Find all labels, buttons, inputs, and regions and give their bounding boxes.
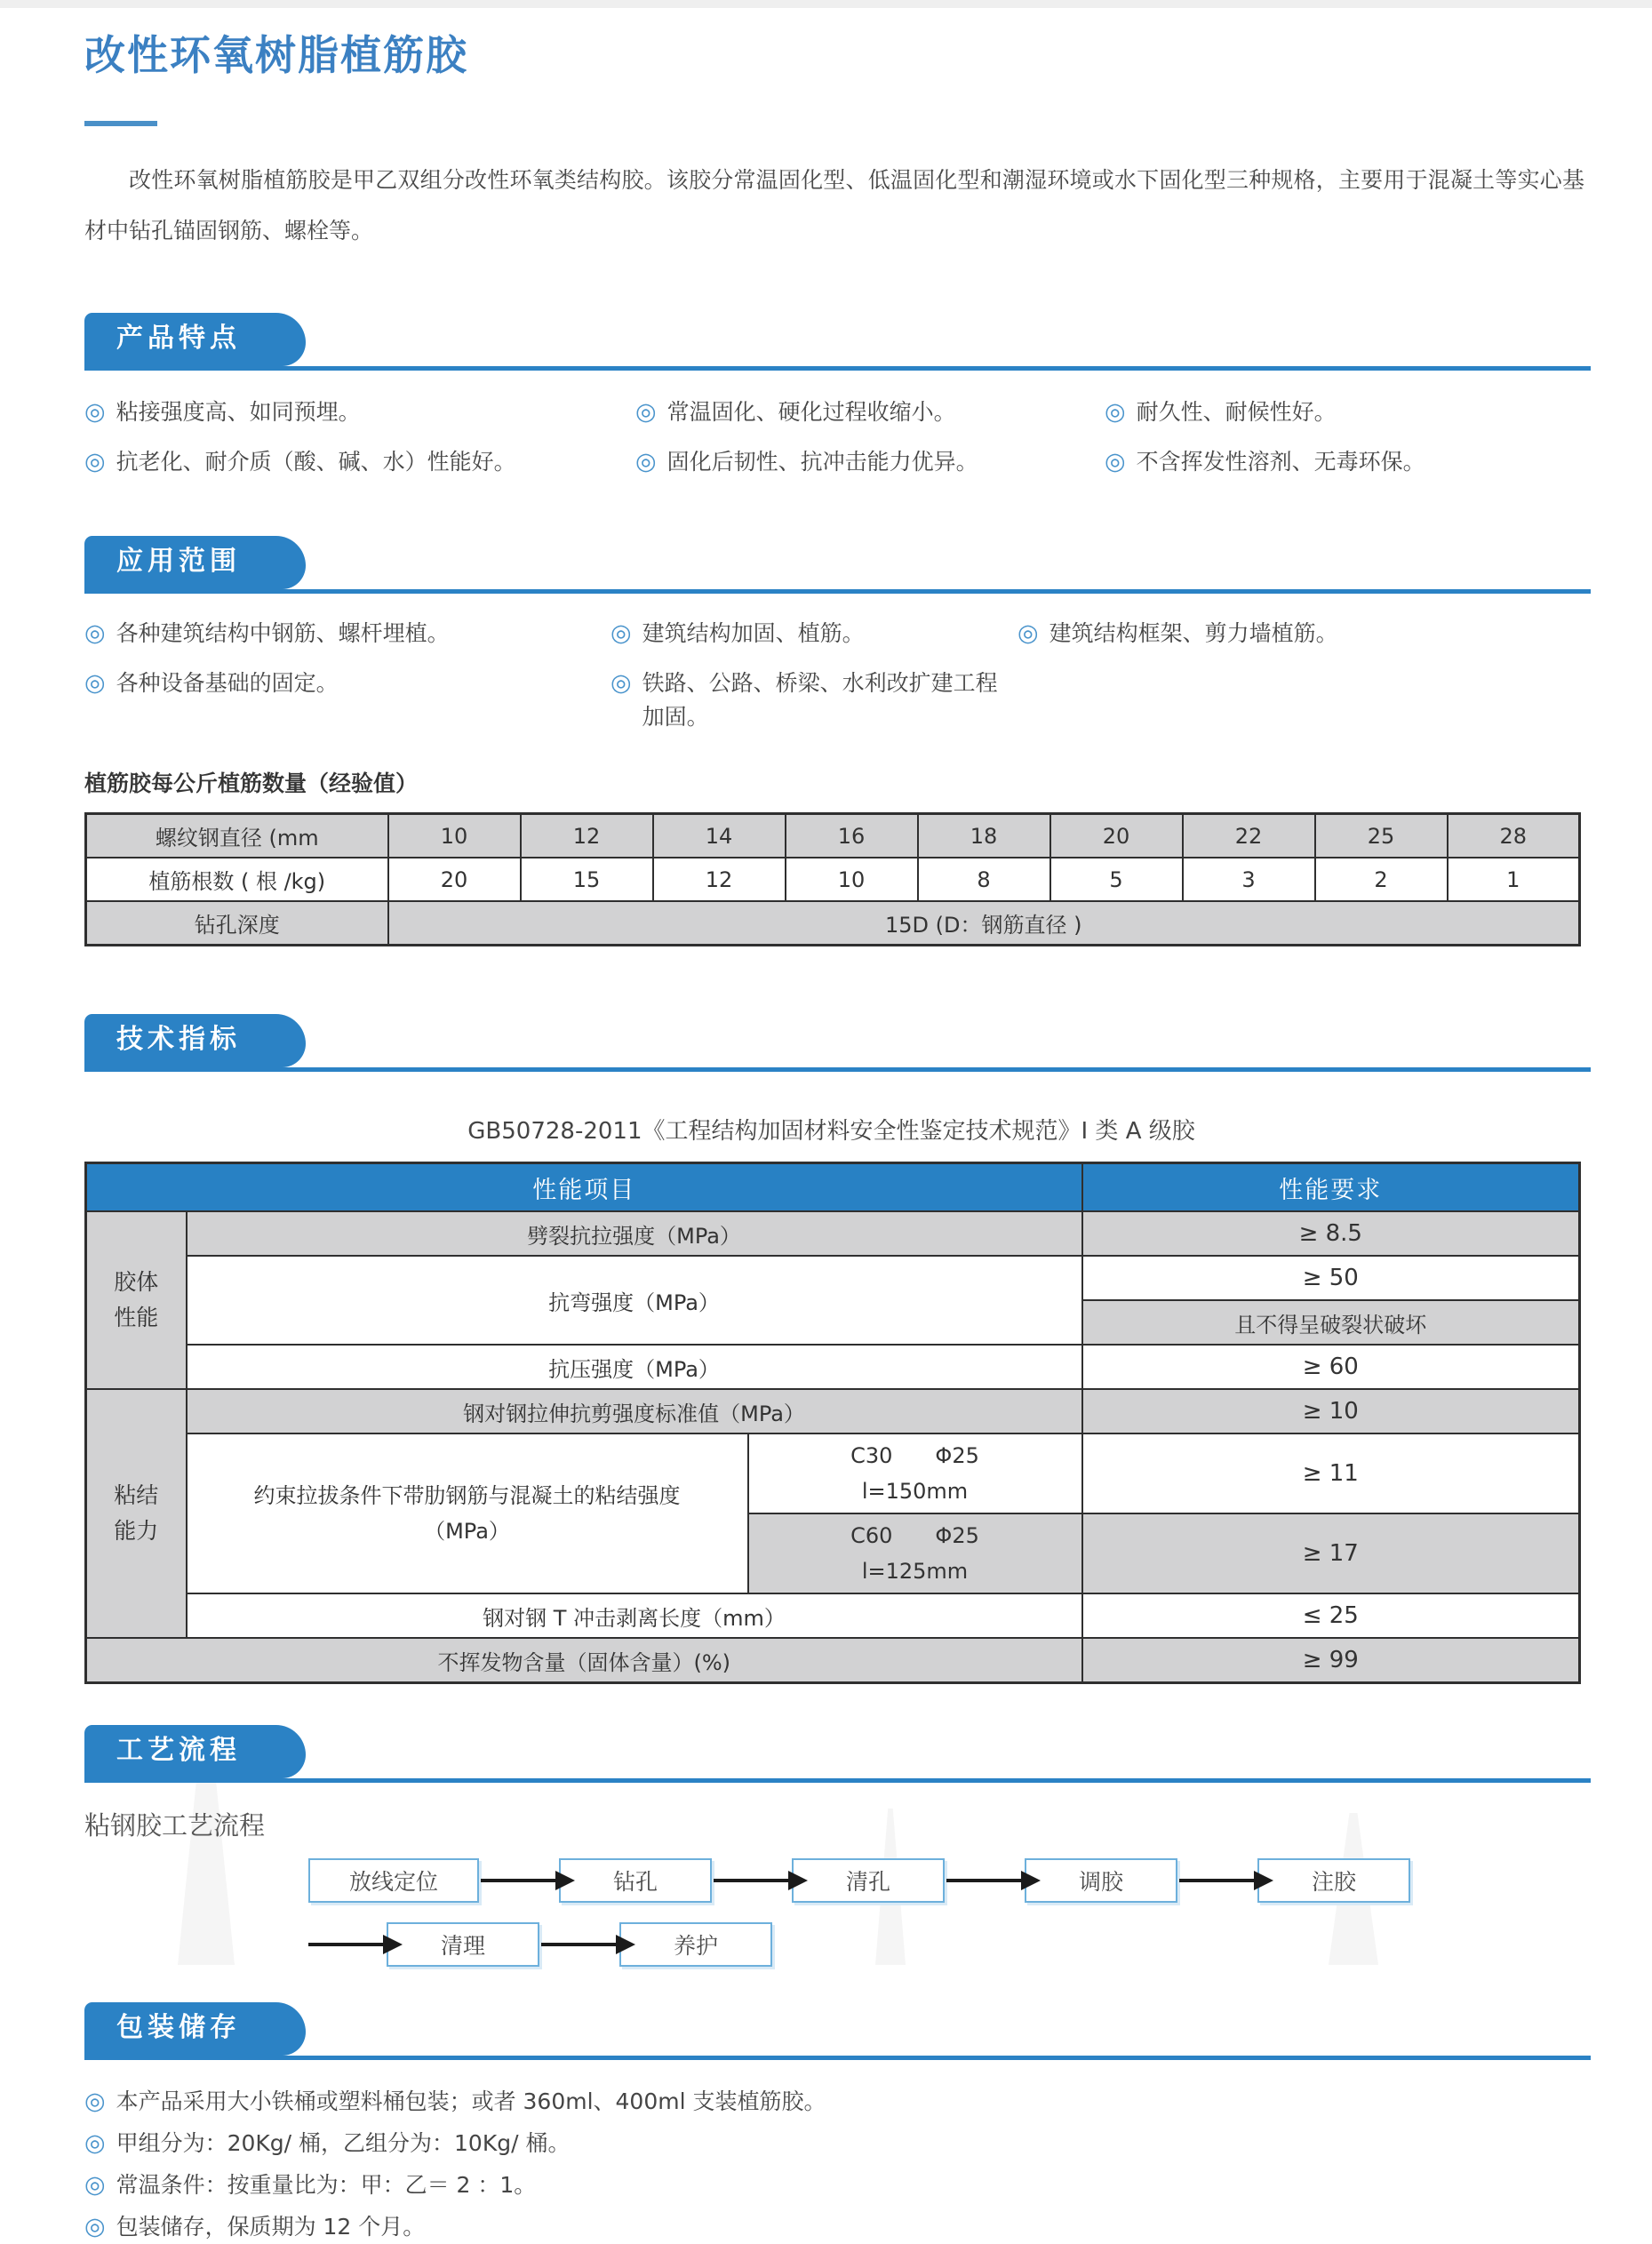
spec-value: ≥ 99 bbox=[1082, 1638, 1580, 1683]
spec-label-line: （MPa） bbox=[424, 1519, 510, 1544]
spec-label: 抗压强度（MPa） bbox=[187, 1345, 1082, 1389]
spec-note: 且不得呈破裂状破坏 bbox=[1082, 1300, 1580, 1345]
application-text: 建筑结构加固、植筋。 bbox=[642, 620, 865, 646]
bullet-icon: ◎ bbox=[84, 669, 106, 697]
spec-value: ≥ 8.5 bbox=[1082, 1211, 1580, 1256]
bullet-icon: ◎ bbox=[635, 448, 657, 475]
group-label: 粘结能力 bbox=[86, 1389, 187, 1638]
section-rule bbox=[84, 1067, 1591, 1072]
arrow-right-icon bbox=[946, 1879, 1023, 1882]
dosage-table-caption: 植筋胶每公斤植筋数量（经验值） bbox=[84, 771, 419, 796]
section-badge bbox=[84, 313, 306, 366]
section-title: 包装储存 bbox=[116, 2012, 241, 2043]
table-row bbox=[86, 901, 1580, 946]
spec-condition bbox=[748, 1513, 1082, 1593]
bullet-icon: ◎ bbox=[84, 448, 106, 475]
list-item bbox=[84, 2168, 1591, 2202]
feature-text: 固化后韧性、抗冲击能力优异。 bbox=[666, 449, 978, 475]
list-item bbox=[84, 2085, 1591, 2119]
section-badge bbox=[84, 1014, 306, 1067]
bullet-icon: ◎ bbox=[84, 2171, 106, 2199]
cell: 18 bbox=[918, 814, 1050, 858]
table-header-row bbox=[86, 1163, 1580, 1212]
list-item bbox=[611, 667, 1018, 734]
condition-line: C60 Φ25 bbox=[850, 1523, 979, 1548]
spec-condition bbox=[748, 1433, 1082, 1513]
flow-subtitle: 粘钢胶工艺流程 bbox=[84, 1810, 266, 1841]
column-header: 性能项目 bbox=[86, 1163, 1082, 1212]
table-row bbox=[86, 1593, 1580, 1638]
spec-label: 劈裂抗拉强度（MPa） bbox=[187, 1211, 1082, 1256]
section-header-applications bbox=[84, 536, 1591, 594]
spec-label: 钢对钢 T 冲击剥离长度（mm） bbox=[187, 1593, 1082, 1638]
section-title: 工艺流程 bbox=[116, 1735, 241, 1766]
table-row bbox=[86, 1638, 1580, 1683]
cell: 3 bbox=[1183, 858, 1315, 901]
list-item bbox=[1105, 395, 1591, 429]
row-label: 螺纹钢直径 (mm bbox=[86, 814, 388, 858]
application-text: 各种设备基础的固定。 bbox=[116, 670, 339, 696]
section-header-specs bbox=[84, 1014, 1591, 1072]
flow-step: 调胶 bbox=[1025, 1858, 1177, 1903]
bullet-icon: ◎ bbox=[1018, 619, 1039, 647]
cell: 20 bbox=[1050, 814, 1183, 858]
list-item bbox=[84, 617, 611, 651]
group-label: 胶体性能 bbox=[86, 1211, 187, 1389]
packaging-text: 本产品采用大小铁桶或塑料桶包装；或者 360ml、400ml 支装植筋胶。 bbox=[116, 2088, 826, 2114]
cell: 20 bbox=[388, 858, 521, 901]
cell: 16 bbox=[786, 814, 918, 858]
spec-value: ≥ 10 bbox=[1082, 1389, 1580, 1433]
table-row bbox=[86, 1256, 1580, 1300]
spec-label-line: 约束拉拔条件下带肋钢筋与混凝土的粘结强度 bbox=[253, 1483, 681, 1508]
flow-step: 钻孔 bbox=[559, 1858, 712, 1903]
table-row bbox=[86, 1345, 1580, 1389]
arrow-right-icon bbox=[1179, 1879, 1256, 1882]
table-row bbox=[86, 1389, 1580, 1433]
condition-line: l=125mm bbox=[861, 1559, 969, 1584]
list-item bbox=[1105, 445, 1591, 479]
section-badge bbox=[84, 1725, 306, 1778]
packaging-list bbox=[84, 2085, 1591, 2244]
bullet-icon: ◎ bbox=[84, 398, 106, 426]
cell: 5 bbox=[1050, 858, 1183, 901]
section-title: 应用范围 bbox=[116, 546, 241, 577]
list-item bbox=[84, 2210, 1591, 2244]
application-text: 各种建筑结构中钢筋、螺杆埋植。 bbox=[116, 620, 450, 646]
bullet-icon: ◎ bbox=[1105, 398, 1126, 426]
specs-table bbox=[84, 1162, 1581, 1684]
spec-label: 不挥发物含量（固体含量）(%) bbox=[86, 1638, 1082, 1683]
arrow-right-icon bbox=[481, 1879, 557, 1882]
feature-text: 粘接强度高、如同预埋。 bbox=[116, 399, 361, 425]
bullet-icon: ◎ bbox=[84, 2088, 106, 2115]
bullet-icon: ◎ bbox=[1105, 448, 1126, 475]
list-item bbox=[611, 617, 1018, 651]
section-title: 技术指标 bbox=[116, 1024, 241, 1055]
flow-row-2 bbox=[307, 1922, 1591, 1967]
spec-value: ≥ 50 bbox=[1082, 1256, 1580, 1300]
arrow-right-icon bbox=[714, 1879, 790, 1882]
feature-text: 常温固化、硬化过程收缩小。 bbox=[666, 399, 956, 425]
section-header-process bbox=[84, 1725, 1591, 1783]
cell: 8 bbox=[918, 858, 1050, 901]
cell: 15D (D：钢筋直径 ) bbox=[388, 901, 1580, 946]
condition-line: C30 Φ25 bbox=[850, 1443, 979, 1468]
bullet-icon: ◎ bbox=[635, 398, 657, 426]
spec-value: ≥ 11 bbox=[1082, 1433, 1580, 1513]
section-header-features bbox=[84, 313, 1591, 371]
cell: 2 bbox=[1315, 858, 1448, 901]
applications-list bbox=[84, 617, 1591, 734]
cell: 12 bbox=[653, 858, 786, 901]
features-list bbox=[84, 395, 1591, 479]
standard-reference: GB50728-2011《工程结构加固材料安全性鉴定技术规范》I 类 A 级胶 bbox=[467, 1118, 1195, 1145]
list-item bbox=[1018, 617, 1591, 651]
page-title: 改性环氧树脂植筋胶 bbox=[84, 31, 468, 79]
feature-text: 不含挥发性溶剂、无毒环保。 bbox=[1136, 449, 1425, 475]
arrow-right-icon bbox=[308, 1943, 385, 1946]
flow-step: 放线定位 bbox=[308, 1858, 479, 1903]
spec-value: ≥ 17 bbox=[1082, 1513, 1580, 1593]
spec-value: ≥ 60 bbox=[1082, 1345, 1580, 1389]
table-row bbox=[86, 1211, 1580, 1256]
list-item bbox=[635, 395, 1105, 429]
cell: 28 bbox=[1448, 814, 1580, 858]
condition-line: l=150mm bbox=[861, 1479, 969, 1504]
table-row bbox=[86, 814, 1580, 858]
table-row bbox=[86, 1433, 1580, 1513]
list-item bbox=[635, 445, 1105, 479]
arrow-right-icon bbox=[541, 1943, 618, 1946]
flow-step: 注胶 bbox=[1257, 1858, 1410, 1903]
section-rule bbox=[84, 2056, 1591, 2060]
flow-row-1 bbox=[308, 1858, 1591, 1903]
flow-step: 清孔 bbox=[792, 1858, 945, 1903]
bullet-icon: ◎ bbox=[84, 2129, 106, 2157]
list-item bbox=[84, 2127, 1591, 2160]
section-header-packaging bbox=[84, 2002, 1591, 2060]
bullet-icon: ◎ bbox=[611, 619, 632, 647]
feature-text: 耐久性、耐候性好。 bbox=[1136, 399, 1337, 425]
section-badge bbox=[84, 536, 306, 589]
packaging-text: 常温条件：按重量比为：甲：乙＝ 2 ：1。 bbox=[116, 2172, 537, 2198]
spec-label: 抗弯强度（MPa） bbox=[187, 1256, 1082, 1345]
list-item bbox=[84, 667, 611, 734]
section-rule bbox=[84, 1778, 1591, 1783]
cell: 15 bbox=[521, 858, 653, 901]
cell: 22 bbox=[1183, 814, 1315, 858]
cell: 14 bbox=[653, 814, 786, 858]
table-row bbox=[86, 858, 1580, 901]
section-title: 产品特点 bbox=[116, 323, 241, 354]
column-header: 性能要求 bbox=[1082, 1163, 1580, 1212]
spec-label: 钢对钢拉伸抗剪强度标准值（MPa） bbox=[187, 1389, 1082, 1433]
feature-text: 抗老化、耐介质（酸、碱、水）性能好。 bbox=[116, 449, 516, 475]
packaging-text: 甲组分为：20Kg/ 桶，乙组分为：10Kg/ 桶。 bbox=[116, 2130, 571, 2156]
title-dash bbox=[84, 121, 157, 126]
packaging-text: 包装储存，保质期为 12 个月。 bbox=[116, 2214, 426, 2240]
spec-label bbox=[187, 1433, 748, 1593]
section-rule bbox=[84, 589, 1591, 594]
row-label: 钻孔深度 bbox=[86, 901, 388, 946]
list-item bbox=[84, 395, 635, 429]
cell: 1 bbox=[1448, 858, 1580, 901]
application-text: 建筑结构框架、剪力墙植筋。 bbox=[1049, 620, 1338, 646]
intro-paragraph: 改性环氧树脂植筋胶是甲乙双组分改性环氧类结构胶。该胶分常温固化型、低温固化型和潮湿环境或水下固化型三种规格，主要用于混凝土等实心基材中钻孔锚固钢筋、螺栓等。 bbox=[84, 167, 1584, 244]
section-rule bbox=[84, 366, 1591, 371]
dosage-table bbox=[84, 812, 1581, 946]
bullet-icon: ◎ bbox=[611, 669, 632, 697]
application-text: 铁路、公路、桥梁、水利改扩建工程加固。 bbox=[642, 670, 998, 730]
bullet-icon: ◎ bbox=[84, 2213, 106, 2240]
row-label: 植筋根数 ( 根 /kg) bbox=[86, 858, 388, 901]
section-badge bbox=[84, 2002, 306, 2056]
cell: 10 bbox=[786, 858, 918, 901]
bullet-icon: ◎ bbox=[84, 619, 106, 647]
flow-step: 养护 bbox=[619, 1922, 772, 1967]
flow-step: 清理 bbox=[387, 1922, 539, 1967]
cell: 25 bbox=[1315, 814, 1448, 858]
list-item bbox=[84, 445, 635, 479]
spec-value: ≤ 25 bbox=[1082, 1593, 1580, 1638]
cell: 12 bbox=[521, 814, 653, 858]
cell: 10 bbox=[388, 814, 521, 858]
